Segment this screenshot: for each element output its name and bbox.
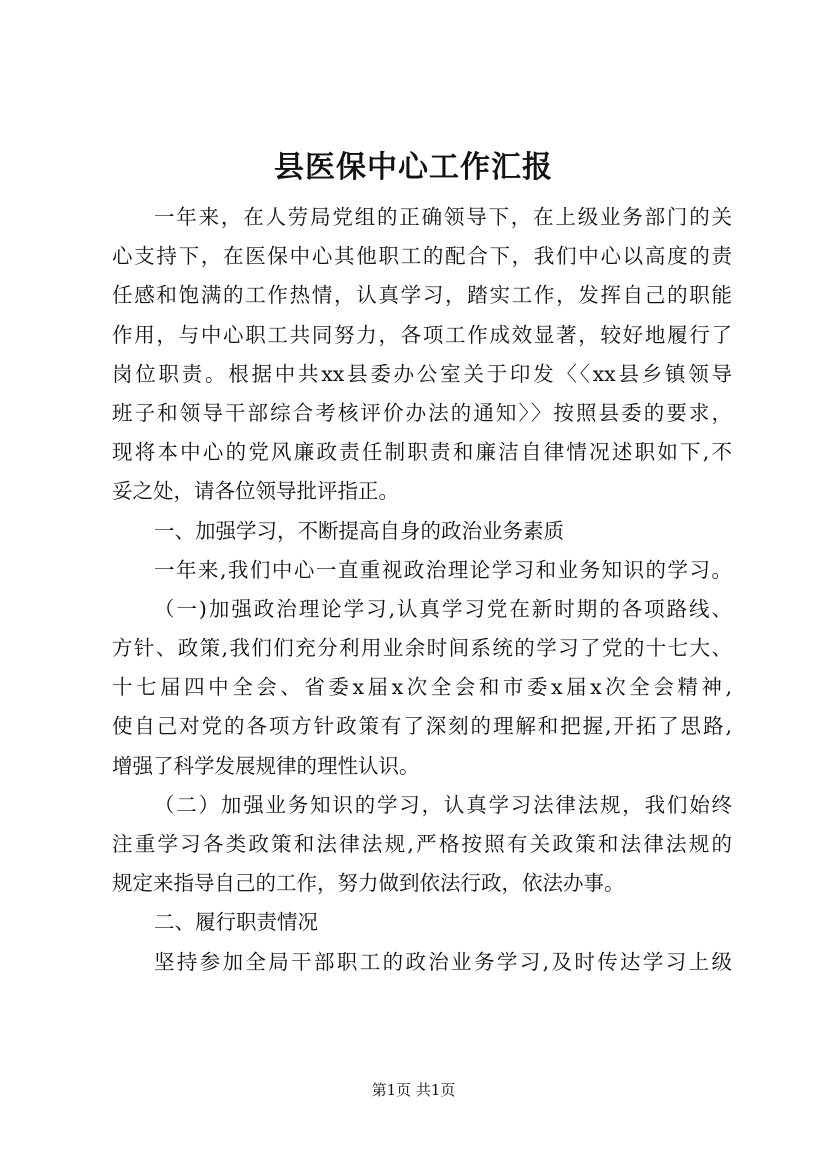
body-line: 坚持参加全局干部职工的政治业务学习,及时传达学习上级 <box>154 949 732 974</box>
body-line: 方针、政策,我们们充分利用业余时间系统的学习了党的十七大、 <box>112 636 732 661</box>
body-line: 现将本中心的党风廉政责任制职责和廉洁自律情况述职如下,不 <box>112 440 732 465</box>
body-line: 一年来，在人劳局党组的正确领导下，在上级业务部门的关 <box>154 205 732 229</box>
body-line: 十七届四中全会、省委x届x次全会和市委x届x次全会精神, <box>112 675 732 700</box>
body-line: 班子和领导干部综合考核评价办法的通知〉〉按照县委的要求， <box>112 400 732 425</box>
document-title: 县医保中心工作汇报 <box>274 150 553 185</box>
body-line: 岗位职责。根据中共xx县委办公室关于印发〈〈xx县乡镇领导 <box>112 361 732 386</box>
body-line: 心支持下，在医保中心其他职工的配合下，我们中心以高度的责 <box>112 244 732 269</box>
body-line: 作用，与中心职工共同努力，各项工作成效显著，较好地履行了 <box>112 322 732 347</box>
section-heading: 二、履行职责情况 <box>154 910 318 935</box>
body-line: 任感和饱满的工作热情，认真学习，踏实工作，发挥自己的职能 <box>112 283 732 308</box>
page-footer: 第1页 共1页 <box>371 1081 456 1099</box>
body-line: 妥之处，请各位领导批评指正。 <box>112 479 399 504</box>
body-line: 规定来指导自己的工作，努力做到依法行政，依法办事。 <box>112 871 625 896</box>
body-line: 使自己对党的各项方针政策有了深刻的理解和把握,开拓了思路, <box>112 714 732 739</box>
body-line: 增强了科学发展规律的理性认识。 <box>112 753 420 778</box>
body-line: 一年来,我们中心一直重视政治理论学习和业务知识的学习。 <box>154 557 732 582</box>
document-body <box>112 198 732 982</box>
subsection-line: （二）加强业务知识的学习，认真学习法律法规，我们始终 <box>154 792 732 817</box>
body-line: 注重学习各类政策和法律法规,严格按照有关政策和法律法规的 <box>112 832 732 856</box>
section-heading: 一、加强学习，不断提高自身的政治业务素质 <box>154 518 564 543</box>
subsection-line: （一)加强政治理论学习,认真学习党在新时期的各项路线、 <box>154 596 732 621</box>
